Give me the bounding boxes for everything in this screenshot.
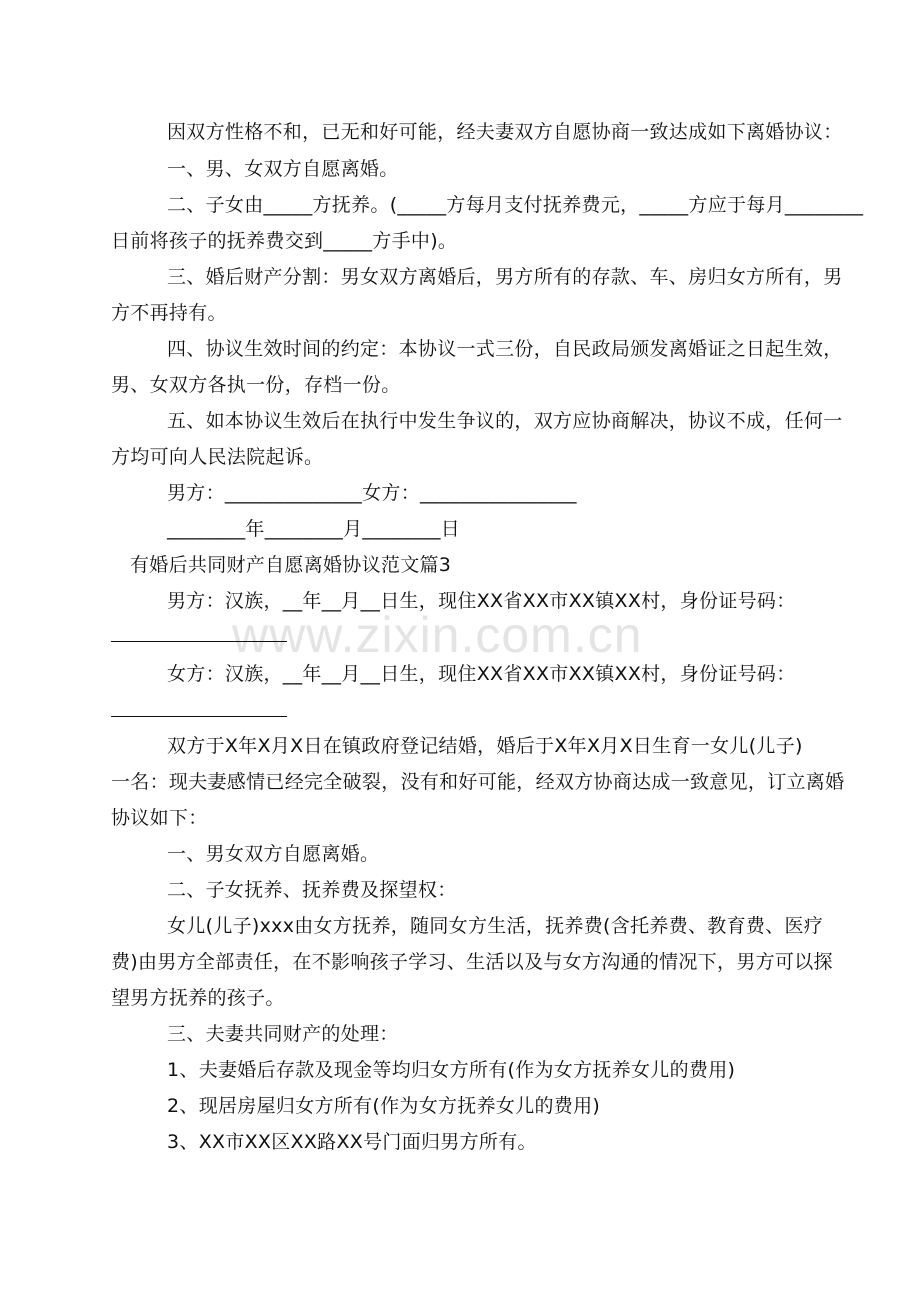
text-line: 四、协议生效时间的约定：本协议一式三份，自民政局颁发离婚证之日起生效， — [167, 338, 843, 360]
text-line: 2、现居房屋归女方所有(作为女方抚养女儿的费用) — [167, 1095, 601, 1117]
text-line: 协议如下： — [111, 807, 208, 829]
watermark: www.zixin.com.cn — [232, 607, 643, 663]
signature-line: 男方：______________女方：________________ — [167, 482, 577, 504]
text-line: 三、婚后财产分割：男女双方离婚后，男方所有的存款、车、房归女方所有，男 — [167, 266, 843, 288]
text-line: 3、XX市XX区XX路XX号门面归男方所有。 — [167, 1131, 537, 1153]
text-line: 费)由男方全部责任，在不影响孩子学习、生活以及与女方沟通的情况下，男方可以探 — [111, 951, 833, 973]
text-line: 女儿(儿子)xxx由女方抚养，随同女方生活，抚养费(含托养费、教育费、医疗 — [167, 915, 824, 937]
text-line: 日前将孩子的抚养费交到_____方手中)。 — [111, 230, 458, 252]
text-line: 望男方抚养的孩子。 — [111, 987, 285, 1009]
text-line: 男、女双方各执一份，存档一份。 — [111, 374, 401, 396]
date-line: ________年________月________日 — [167, 518, 461, 540]
text-line: 五、如本协议生效后在执行中发生争议的，双方应协商解决，协议不成，任何一 — [167, 410, 843, 432]
text-line: 二、子女由_____方抚养。(_____方每月支付抚养费元，_____方应于每月________ — [167, 194, 864, 216]
blank-underline — [111, 641, 287, 642]
section-heading: 有婚后共同财产自愿离婚协议范文篇3 — [130, 554, 452, 576]
text-line: 双方于X年X月X日在镇政府登记结婚，婚后于X年X月X日生育一女儿(儿子) — [167, 735, 803, 757]
text-line: 因双方性格不和，已无和好可能，经夫妻双方自愿协商一致达成如下离婚协议： — [167, 121, 843, 143]
text-line: 二、子女抚养、抚养费及探望权： — [167, 879, 457, 901]
text-line: 1、夫妻婚后存款及现金等均归女方所有(作为女方抚养女儿的费用) — [167, 1059, 736, 1081]
text-line: 方均可向人民法院起诉。 — [111, 446, 324, 468]
text-line: 方不再持有。 — [111, 302, 227, 324]
text-line: 一、男女双方自愿离婚。 — [167, 843, 380, 865]
text-line: 女方：汉族，__年__月__日生，现住XX省XX市XX镇XX村，身份证号码： — [167, 663, 796, 685]
blank-underline — [111, 716, 287, 717]
text-line: 男方：汉族，__年__月__日生，现住XX省XX市XX镇XX村，身份证号码： — [167, 590, 796, 612]
text-line: 一名：现夫妻感情已经完全破裂，没有和好可能，经双方协商达成一致意见，订立离婚 — [111, 771, 845, 793]
text-line: 一、男、女双方自愿离婚。 — [167, 158, 399, 180]
text-line: 三、夫妻共同财产的处理： — [167, 1023, 399, 1045]
